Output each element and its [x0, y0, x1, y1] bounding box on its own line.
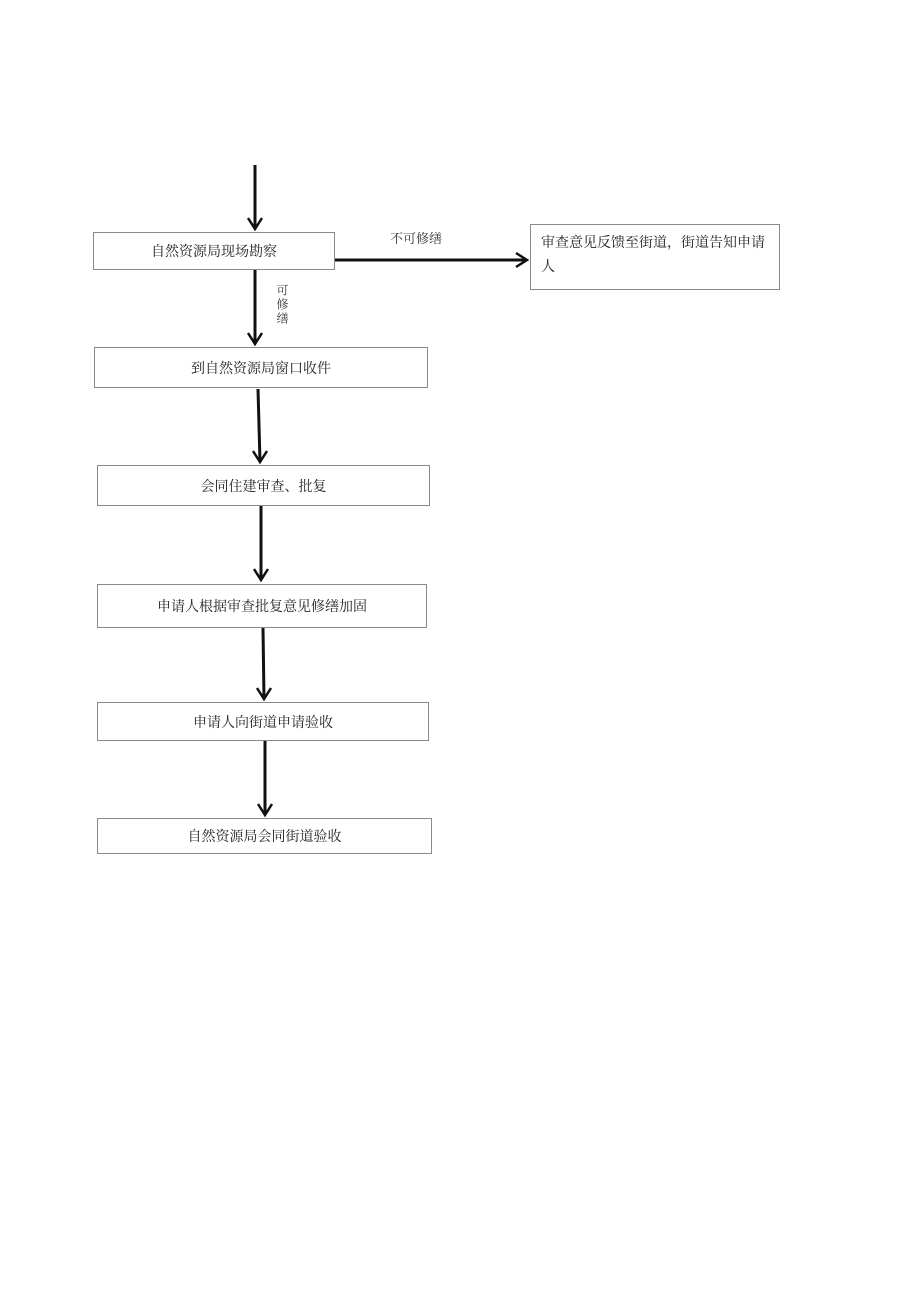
step-joint-acceptance: 自然资源局会同街道验收	[97, 818, 432, 854]
step-joint-review: 会同住建审查、批复	[97, 465, 430, 506]
step-apply-acceptance: 申请人向街道申请验收	[97, 702, 429, 741]
edge-label-repairable: 可修缮	[275, 284, 289, 326]
step-repair: 申请人根据审查批复意见修缮加固	[97, 584, 427, 628]
branch-feedback-box: 审查意见反馈至街道，街道告知申请人	[530, 224, 780, 290]
arrow-repair-to-apply	[263, 628, 264, 699]
step-window-intake: 到自然资源局窗口收件	[94, 347, 428, 388]
arrow-intake-to-review	[258, 389, 260, 462]
edge-label-not-repairable: 不可修缮	[390, 232, 443, 247]
step-site-survey: 自然资源局现场勘察	[93, 232, 335, 270]
